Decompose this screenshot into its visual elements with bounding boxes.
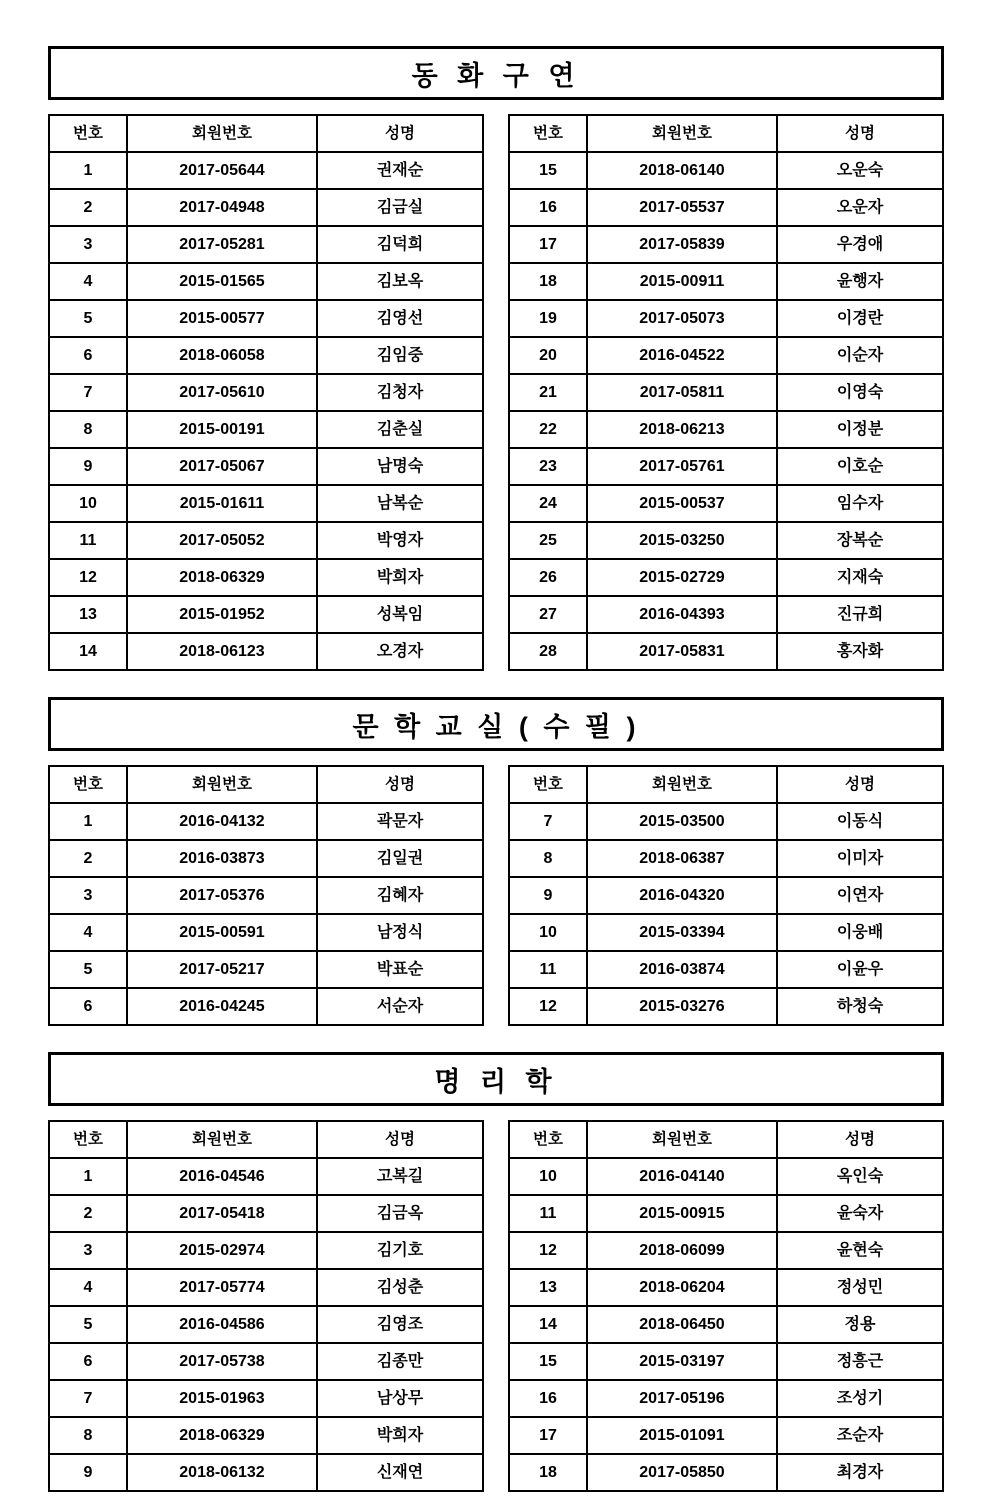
- table-row: [509, 189, 943, 226]
- row-member-id: 2018-06058: [127, 337, 317, 374]
- row-number: 12: [49, 559, 127, 596]
- row-member-id: 2018-06099: [587, 1232, 777, 1269]
- row-name: 김청자: [317, 374, 483, 411]
- row-member-id: 2015-01952: [127, 596, 317, 633]
- column-header-name: 성명: [777, 115, 943, 152]
- row-name: 김기호: [317, 1232, 483, 1269]
- row-number: 18: [509, 263, 587, 300]
- row-number: 3: [49, 226, 127, 263]
- row-name: 김성춘: [317, 1269, 483, 1306]
- section-title-box: [48, 1052, 944, 1106]
- row-number: 14: [49, 633, 127, 670]
- row-number: 15: [509, 1343, 587, 1380]
- roster-table: [508, 765, 944, 1026]
- row-member-id: 2017-05738: [127, 1343, 317, 1380]
- table-row: [509, 951, 943, 988]
- table-row: [509, 226, 943, 263]
- row-name: 이정분: [777, 411, 943, 448]
- row-number: 23: [509, 448, 587, 485]
- tables-row: [48, 765, 944, 1026]
- row-number: 7: [49, 374, 127, 411]
- row-member-id: 2015-03197: [587, 1343, 777, 1380]
- row-number: 9: [49, 448, 127, 485]
- column-header-name: 성명: [317, 115, 483, 152]
- row-member-id: 2015-01091: [587, 1417, 777, 1454]
- row-number: 8: [49, 1417, 127, 1454]
- row-number: 4: [49, 263, 127, 300]
- table-row: [509, 1454, 943, 1491]
- row-member-id: 2015-01565: [127, 263, 317, 300]
- column-header-id: 회원번호: [127, 766, 317, 803]
- row-name: 이순자: [777, 337, 943, 374]
- row-name: 오운자: [777, 189, 943, 226]
- column-header-no: 번호: [509, 1121, 587, 1158]
- row-member-id: 2018-06450: [587, 1306, 777, 1343]
- row-number: 10: [509, 1158, 587, 1195]
- column-header-id: 회원번호: [587, 115, 777, 152]
- table-row: [49, 1380, 483, 1417]
- table-row: [49, 803, 483, 840]
- row-name: 박표순: [317, 951, 483, 988]
- table-row: [49, 226, 483, 263]
- column-header-no: 번호: [49, 115, 127, 152]
- table-row: [49, 189, 483, 226]
- table-row: [49, 1306, 483, 1343]
- row-number: 9: [509, 877, 587, 914]
- row-name: 이미자: [777, 840, 943, 877]
- section-title-box: [48, 697, 944, 751]
- section-spacer: [48, 671, 944, 697]
- row-number: 27: [509, 596, 587, 633]
- tables-row: [48, 114, 944, 671]
- row-name: 조순자: [777, 1417, 943, 1454]
- row-member-id: 2017-05610: [127, 374, 317, 411]
- row-number: 6: [49, 988, 127, 1025]
- row-member-id: 2017-05196: [587, 1380, 777, 1417]
- row-number: 14: [509, 1306, 587, 1343]
- row-name: 박희자: [317, 1417, 483, 1454]
- row-member-id: 2016-04245: [127, 988, 317, 1025]
- row-number: 10: [509, 914, 587, 951]
- table-row: [49, 1454, 483, 1491]
- section-title: 동 화 구 연: [411, 60, 581, 91]
- table-row: [49, 1417, 483, 1454]
- table-row: [49, 485, 483, 522]
- row-number: 12: [509, 1232, 587, 1269]
- table-row: [509, 988, 943, 1025]
- row-name: 이웅배: [777, 914, 943, 951]
- row-member-id: 2017-05376: [127, 877, 317, 914]
- table-row: [49, 448, 483, 485]
- section-title: 문 학 교 실 ( 수 필 ): [352, 711, 640, 742]
- table-row: [509, 1417, 943, 1454]
- table-row: [509, 300, 943, 337]
- row-member-id: 2015-00911: [587, 263, 777, 300]
- row-name: 하청숙: [777, 988, 943, 1025]
- section-spacer: [48, 1026, 944, 1052]
- column-header-id: 회원번호: [127, 1121, 317, 1158]
- row-name: 정흥근: [777, 1343, 943, 1380]
- table-row: [509, 1269, 943, 1306]
- row-member-id: 2017-05217: [127, 951, 317, 988]
- row-member-id: 2015-03500: [587, 803, 777, 840]
- table-row: [49, 1343, 483, 1380]
- row-name: 곽문자: [317, 803, 483, 840]
- tables-row: [48, 1120, 944, 1492]
- row-number: 20: [509, 337, 587, 374]
- table-row: [509, 152, 943, 189]
- table-row: [49, 1269, 483, 1306]
- table-row: [509, 448, 943, 485]
- row-member-id: 2015-01611: [127, 485, 317, 522]
- column-header-name: 성명: [777, 1121, 943, 1158]
- table-header-row: [49, 115, 483, 152]
- row-name: 김종만: [317, 1343, 483, 1380]
- section-title-box: [48, 46, 944, 100]
- table-row: [49, 411, 483, 448]
- row-member-id: 2016-04586: [127, 1306, 317, 1343]
- row-number: 6: [49, 337, 127, 374]
- row-number: 22: [509, 411, 587, 448]
- row-number: 19: [509, 300, 587, 337]
- row-number: 12: [509, 988, 587, 1025]
- row-member-id: 2016-04522: [587, 337, 777, 374]
- column-header-no: 번호: [49, 1121, 127, 1158]
- row-name: 최경자: [777, 1454, 943, 1491]
- row-member-id: 2018-06329: [127, 559, 317, 596]
- roster-table: [48, 1120, 484, 1492]
- row-member-id: 2017-05774: [127, 1269, 317, 1306]
- table-row: [509, 633, 943, 670]
- roster-table: [48, 114, 484, 671]
- row-name: 김춘실: [317, 411, 483, 448]
- table-row: [49, 522, 483, 559]
- row-member-id: 2015-01963: [127, 1380, 317, 1417]
- row-number: 6: [49, 1343, 127, 1380]
- row-name: 임수자: [777, 485, 943, 522]
- table-row: [49, 633, 483, 670]
- row-name: 홍자화: [777, 633, 943, 670]
- row-name: 남정식: [317, 914, 483, 951]
- row-member-id: 2017-05052: [127, 522, 317, 559]
- row-name: 김일권: [317, 840, 483, 877]
- row-member-id: 2015-00591: [127, 914, 317, 951]
- row-name: 지재숙: [777, 559, 943, 596]
- row-member-id: 2015-02729: [587, 559, 777, 596]
- table-row: [49, 263, 483, 300]
- row-name: 윤숙자: [777, 1195, 943, 1232]
- row-number: 8: [49, 411, 127, 448]
- table-row: [49, 374, 483, 411]
- row-number: 10: [49, 485, 127, 522]
- row-name: 이연자: [777, 877, 943, 914]
- row-member-id: 2016-04320: [587, 877, 777, 914]
- row-member-id: 2017-05850: [587, 1454, 777, 1491]
- table-row: [509, 1195, 943, 1232]
- row-name: 오운숙: [777, 152, 943, 189]
- column-header-name: 성명: [317, 1121, 483, 1158]
- table-row: [509, 1306, 943, 1343]
- roster-table: [508, 114, 944, 671]
- class-section: [48, 697, 944, 1052]
- row-number: 11: [509, 951, 587, 988]
- section-spacer: [48, 1492, 944, 1510]
- table-row: [49, 914, 483, 951]
- column-header-no: 번호: [49, 766, 127, 803]
- row-number: 16: [509, 1380, 587, 1417]
- column-header-no: 번호: [509, 766, 587, 803]
- row-member-id: 2017-05839: [587, 226, 777, 263]
- row-number: 25: [509, 522, 587, 559]
- row-member-id: 2017-05537: [587, 189, 777, 226]
- table-row: [49, 988, 483, 1025]
- row-name: 남명숙: [317, 448, 483, 485]
- table-row: [49, 300, 483, 337]
- column-header-id: 회원번호: [127, 115, 317, 152]
- row-member-id: 2016-03874: [587, 951, 777, 988]
- table-row: [509, 1380, 943, 1417]
- row-member-id: 2016-03873: [127, 840, 317, 877]
- table-header-row: [509, 766, 943, 803]
- table-row: [49, 840, 483, 877]
- table-row: [49, 559, 483, 596]
- section-title: 명 리 학: [434, 1066, 558, 1097]
- table-row: [509, 374, 943, 411]
- row-name: 박영자: [317, 522, 483, 559]
- row-member-id: 2018-06204: [587, 1269, 777, 1306]
- roster-table: [508, 1120, 944, 1492]
- table-row: [49, 596, 483, 633]
- row-name: 김혜자: [317, 877, 483, 914]
- row-number: 2: [49, 1195, 127, 1232]
- row-number: 5: [49, 300, 127, 337]
- row-name: 김임중: [317, 337, 483, 374]
- row-member-id: 2015-03250: [587, 522, 777, 559]
- table-header-row: [509, 1121, 943, 1158]
- row-name: 진규희: [777, 596, 943, 633]
- column-header-no: 번호: [509, 115, 587, 152]
- table-row: [509, 1158, 943, 1195]
- table-row: [49, 877, 483, 914]
- table-row: [509, 914, 943, 951]
- row-number: 4: [49, 1269, 127, 1306]
- table-row: [509, 485, 943, 522]
- roster-table: [48, 765, 484, 1026]
- row-name: 조성기: [777, 1380, 943, 1417]
- table-row: [509, 596, 943, 633]
- row-member-id: 2015-00577: [127, 300, 317, 337]
- row-number: 16: [509, 189, 587, 226]
- row-number: 3: [49, 1232, 127, 1269]
- row-member-id: 2016-04140: [587, 1158, 777, 1195]
- row-member-id: 2018-06329: [127, 1417, 317, 1454]
- row-member-id: 2015-02974: [127, 1232, 317, 1269]
- row-name: 윤현숙: [777, 1232, 943, 1269]
- row-member-id: 2017-05644: [127, 152, 317, 189]
- row-member-id: 2017-04948: [127, 189, 317, 226]
- row-member-id: 2018-06213: [587, 411, 777, 448]
- row-name: 이호순: [777, 448, 943, 485]
- row-member-id: 2017-05831: [587, 633, 777, 670]
- row-number: 8: [509, 840, 587, 877]
- row-member-id: 2015-00191: [127, 411, 317, 448]
- row-member-id: 2017-05067: [127, 448, 317, 485]
- table-row: [49, 1195, 483, 1232]
- table-row: [49, 951, 483, 988]
- table-header-row: [49, 1121, 483, 1158]
- row-number: 28: [509, 633, 587, 670]
- row-number: 7: [509, 803, 587, 840]
- row-member-id: 2017-05811: [587, 374, 777, 411]
- row-member-id: 2015-03394: [587, 914, 777, 951]
- row-name: 장복순: [777, 522, 943, 559]
- row-name: 남상무: [317, 1380, 483, 1417]
- table-row: [509, 559, 943, 596]
- row-number: 13: [509, 1269, 587, 1306]
- row-name: 남복순: [317, 485, 483, 522]
- row-name: 김금옥: [317, 1195, 483, 1232]
- row-name: 정성민: [777, 1269, 943, 1306]
- row-name: 옥인숙: [777, 1158, 943, 1195]
- row-name: 서순자: [317, 988, 483, 1025]
- column-header-name: 성명: [777, 766, 943, 803]
- row-name: 박희자: [317, 559, 483, 596]
- row-number: 1: [49, 803, 127, 840]
- table-row: [49, 1232, 483, 1269]
- row-name: 정용: [777, 1306, 943, 1343]
- table-row: [509, 337, 943, 374]
- table-row: [49, 152, 483, 189]
- row-number: 13: [49, 596, 127, 633]
- table-row: [509, 840, 943, 877]
- column-header-id: 회원번호: [587, 766, 777, 803]
- table-header-row: [509, 115, 943, 152]
- row-number: 24: [509, 485, 587, 522]
- row-name: 우경애: [777, 226, 943, 263]
- row-name: 오경자: [317, 633, 483, 670]
- row-name: 이경란: [777, 300, 943, 337]
- column-header-name: 성명: [317, 766, 483, 803]
- row-number: 2: [49, 840, 127, 877]
- row-member-id: 2017-05281: [127, 226, 317, 263]
- sections-container: [48, 46, 944, 1510]
- row-name: 김금실: [317, 189, 483, 226]
- row-name: 신재연: [317, 1454, 483, 1491]
- row-member-id: 2017-05761: [587, 448, 777, 485]
- row-name: 성복임: [317, 596, 483, 633]
- row-name: 김보옥: [317, 263, 483, 300]
- row-member-id: 2018-06387: [587, 840, 777, 877]
- row-member-id: 2018-06140: [587, 152, 777, 189]
- table-row: [509, 877, 943, 914]
- table-header-row: [49, 766, 483, 803]
- row-name: 고복길: [317, 1158, 483, 1195]
- row-number: 2: [49, 189, 127, 226]
- row-name: 김덕희: [317, 226, 483, 263]
- class-section: [48, 1052, 944, 1510]
- row-number: 4: [49, 914, 127, 951]
- row-number: 11: [509, 1195, 587, 1232]
- row-member-id: 2015-03276: [587, 988, 777, 1025]
- row-number: 11: [49, 522, 127, 559]
- row-name: 윤행자: [777, 263, 943, 300]
- table-row: [49, 337, 483, 374]
- table-row: [509, 411, 943, 448]
- table-row: [509, 263, 943, 300]
- row-number: 3: [49, 877, 127, 914]
- row-number: 1: [49, 152, 127, 189]
- row-member-id: 2018-06123: [127, 633, 317, 670]
- table-row: [509, 803, 943, 840]
- row-name: 김영선: [317, 300, 483, 337]
- row-number: 26: [509, 559, 587, 596]
- table-row: [49, 1158, 483, 1195]
- row-member-id: 2015-00537: [587, 485, 777, 522]
- table-row: [509, 1343, 943, 1380]
- row-name: 이동식: [777, 803, 943, 840]
- class-section: [48, 46, 944, 697]
- row-member-id: 2017-05418: [127, 1195, 317, 1232]
- row-member-id: 2016-04132: [127, 803, 317, 840]
- column-header-id: 회원번호: [587, 1121, 777, 1158]
- row-name: 이윤우: [777, 951, 943, 988]
- row-name: 김영조: [317, 1306, 483, 1343]
- row-member-id: 2016-04393: [587, 596, 777, 633]
- table-row: [509, 522, 943, 559]
- table-row: [509, 1232, 943, 1269]
- row-number: 18: [509, 1454, 587, 1491]
- row-member-id: 2017-05073: [587, 300, 777, 337]
- row-number: 15: [509, 152, 587, 189]
- row-member-id: 2016-04546: [127, 1158, 317, 1195]
- row-number: 5: [49, 951, 127, 988]
- row-member-id: 2015-00915: [587, 1195, 777, 1232]
- row-number: 7: [49, 1380, 127, 1417]
- row-name: 권재순: [317, 152, 483, 189]
- row-number: 5: [49, 1306, 127, 1343]
- row-number: 17: [509, 226, 587, 263]
- row-member-id: 2018-06132: [127, 1454, 317, 1491]
- row-number: 9: [49, 1454, 127, 1491]
- row-number: 1: [49, 1158, 127, 1195]
- row-name: 이영숙: [777, 374, 943, 411]
- row-number: 17: [509, 1417, 587, 1454]
- row-number: 21: [509, 374, 587, 411]
